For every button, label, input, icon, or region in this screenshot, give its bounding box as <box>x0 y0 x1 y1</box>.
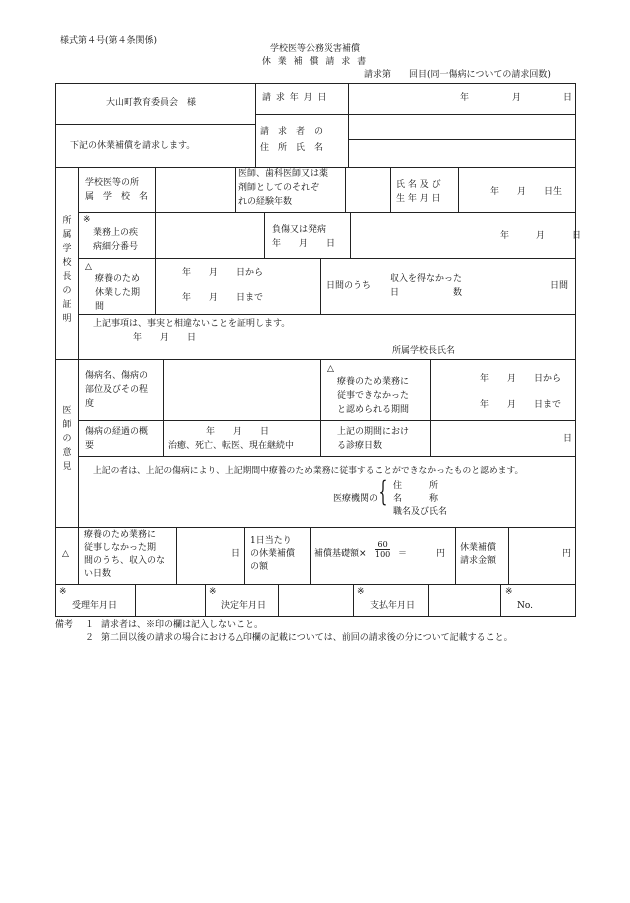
progress-label-1: 傷病の経過の概 <box>85 427 149 437</box>
institution-name-label: 名 称 <box>393 494 439 504</box>
dob-value: 年 月 日生 <box>490 187 563 197</box>
unable-label-3: と認められる期間 <box>337 405 410 415</box>
request-date-year: 年 <box>460 93 470 103</box>
calc-mark: △ <box>62 549 69 559</box>
number-label: No. <box>517 601 533 611</box>
days-label-4: い日数 <box>84 569 112 579</box>
rate-numerator: 60 <box>377 540 388 549</box>
institution-brace: { <box>378 475 388 508</box>
experience-label-3: れの経験年数 <box>238 197 293 207</box>
principal-name-label: 所属学校長氏名 <box>392 346 456 356</box>
institution-label: 医療機関の <box>333 494 379 504</box>
doctor-opinion-text: 上記の者は、上記の傷病により、上記期間中療養のため業務に従事することができなかったものと認めます。 <box>93 466 524 476</box>
note-2-number: ２ <box>85 633 95 643</box>
dob-label-2: 生 年 月 日 <box>396 194 441 204</box>
days-label-2: 従事しなかった期 <box>84 543 157 553</box>
daily-yen: 円 <box>436 549 446 559</box>
request-count: 請求第 回目(同一傷病についての請求回数) <box>364 70 551 80</box>
progress-label-2: 要 <box>85 441 95 451</box>
received-mark: ※ <box>59 587 67 597</box>
request-date-month: 月 <box>512 93 522 103</box>
rest-period-label-1: 療養のため <box>95 274 141 284</box>
rest-period-from: 年 月 日から <box>182 268 264 278</box>
injury-date-label-2: 年 月 日 <box>272 239 336 249</box>
base-amount-label: 補償基礎額× <box>314 549 367 559</box>
exam-days-label-2: る診療日数 <box>337 441 383 451</box>
injury-label-2: 部位及びその程 <box>85 385 149 395</box>
progress-date: 年 月 日 <box>206 427 270 437</box>
rate-fraction <box>375 541 390 559</box>
addressee: 大山町教育委員会 様 <box>106 98 197 108</box>
injury-label-3: 度 <box>85 399 95 409</box>
notes-heading: 備考 <box>55 620 74 630</box>
request-statement: 下記の休業補償を請求します。 <box>70 141 196 151</box>
form-title-line1: 学校医等公務災害補償 <box>269 44 360 54</box>
experience-label-2: 剤師としてのそれぞ <box>238 183 320 193</box>
principal-certify-date: 年 月 日 <box>133 333 197 343</box>
received-date-label: 受理年月日 <box>72 601 118 611</box>
unable-to: 年 月 日まで <box>480 400 562 410</box>
unable-label-1: 療養のため業務に <box>337 377 410 387</box>
within-period: 日間のうち <box>326 281 372 291</box>
disease-no-label-2: 病細分番号 <box>93 242 139 252</box>
no-income-days-unit: 日間 <box>550 281 569 291</box>
paid-date-label: 支払年月日 <box>370 601 416 611</box>
claim-label-1: 休業補償 <box>460 543 497 553</box>
doctor-side-label: 医師の意見 <box>62 406 72 472</box>
school-label-1: 学校医等の所 <box>85 178 140 188</box>
note-1-number: １ <box>85 620 95 630</box>
daily-label-2: の休業補償 <box>250 549 296 559</box>
school-label-2: 属 学 校 名 <box>85 192 149 202</box>
equals-sign: ＝ <box>398 549 408 559</box>
form-number: 様式第４号(第４条関係) <box>60 36 158 46</box>
institution-address-label: 住 所 <box>393 481 439 491</box>
claim-label-2: 請求金額 <box>460 556 497 566</box>
decided-mark: ※ <box>209 587 217 597</box>
rest-period-mark: △ <box>85 262 92 272</box>
number-mark: ※ <box>505 587 513 597</box>
unable-label-2: 従事できなかった <box>337 391 410 401</box>
daily-label-1: 1日当たり <box>250 536 292 546</box>
decided-date-label: 決定年月日 <box>221 601 267 611</box>
form-title-line2: 休 業 補 償 請 求 書 <box>261 57 369 67</box>
rest-period-label-2: 休業した期 <box>95 288 141 298</box>
note-1-text: 請求者は、※印の欄は記入しないこと。 <box>101 620 264 630</box>
unable-mark: △ <box>327 364 334 374</box>
disease-no-mark: ※ <box>83 215 91 225</box>
daily-label-3: の額 <box>250 562 269 572</box>
exam-days-label-1: 上記の期間におけ <box>337 427 410 437</box>
request-date-label: 請 求 年 月 日 <box>262 93 328 103</box>
progress-options: 治癒、死亡、転医、現在継続中 <box>168 441 295 451</box>
disease-no-label-1: 業務上の疾 <box>93 228 139 238</box>
rest-period-label-3: 間 <box>95 302 105 312</box>
claimant-label-2: 住 所 氏 名 <box>260 143 324 153</box>
paid-mark: ※ <box>357 587 365 597</box>
unable-from: 年 月 日から <box>480 374 562 384</box>
institution-title-label: 職名及び氏名 <box>393 507 448 517</box>
injury-date-value: 年 月 日 <box>500 231 582 241</box>
no-income-label-1: 収入を得なかった <box>390 274 463 284</box>
rest-period-to: 年 月 日まで <box>182 293 264 303</box>
principal-side-label: 所属学校長の証明 <box>62 216 72 324</box>
claimant-label-1: 請 求 者 の <box>260 127 324 137</box>
exam-days-unit: 日 <box>563 434 573 444</box>
rate-denominator: 100 <box>375 550 391 559</box>
request-date-day: 日 <box>563 93 573 103</box>
dob-label-1: 氏 名 及 び <box>396 180 441 190</box>
days-unit: 日 <box>231 549 241 559</box>
injury-date-label-1: 負傷又は発病 <box>272 225 327 235</box>
no-income-label-2: 日 数 <box>390 288 463 298</box>
principal-certify-text: 上記事項は、事実と相違ないことを証明します。 <box>93 319 291 329</box>
days-label-1: 療養のため業務に <box>84 530 157 540</box>
experience-label-1: 医師、歯科医師又は薬 <box>238 169 329 179</box>
note-2-text: 第二回以後の請求の場合における△印欄の記載については、前回の請求後の分について記載すること。 <box>101 633 513 643</box>
injury-label-1: 傷病名、傷病の <box>85 371 149 381</box>
days-label-3: 間のうち、収入のな <box>84 556 166 566</box>
claim-yen: 円 <box>562 549 572 559</box>
